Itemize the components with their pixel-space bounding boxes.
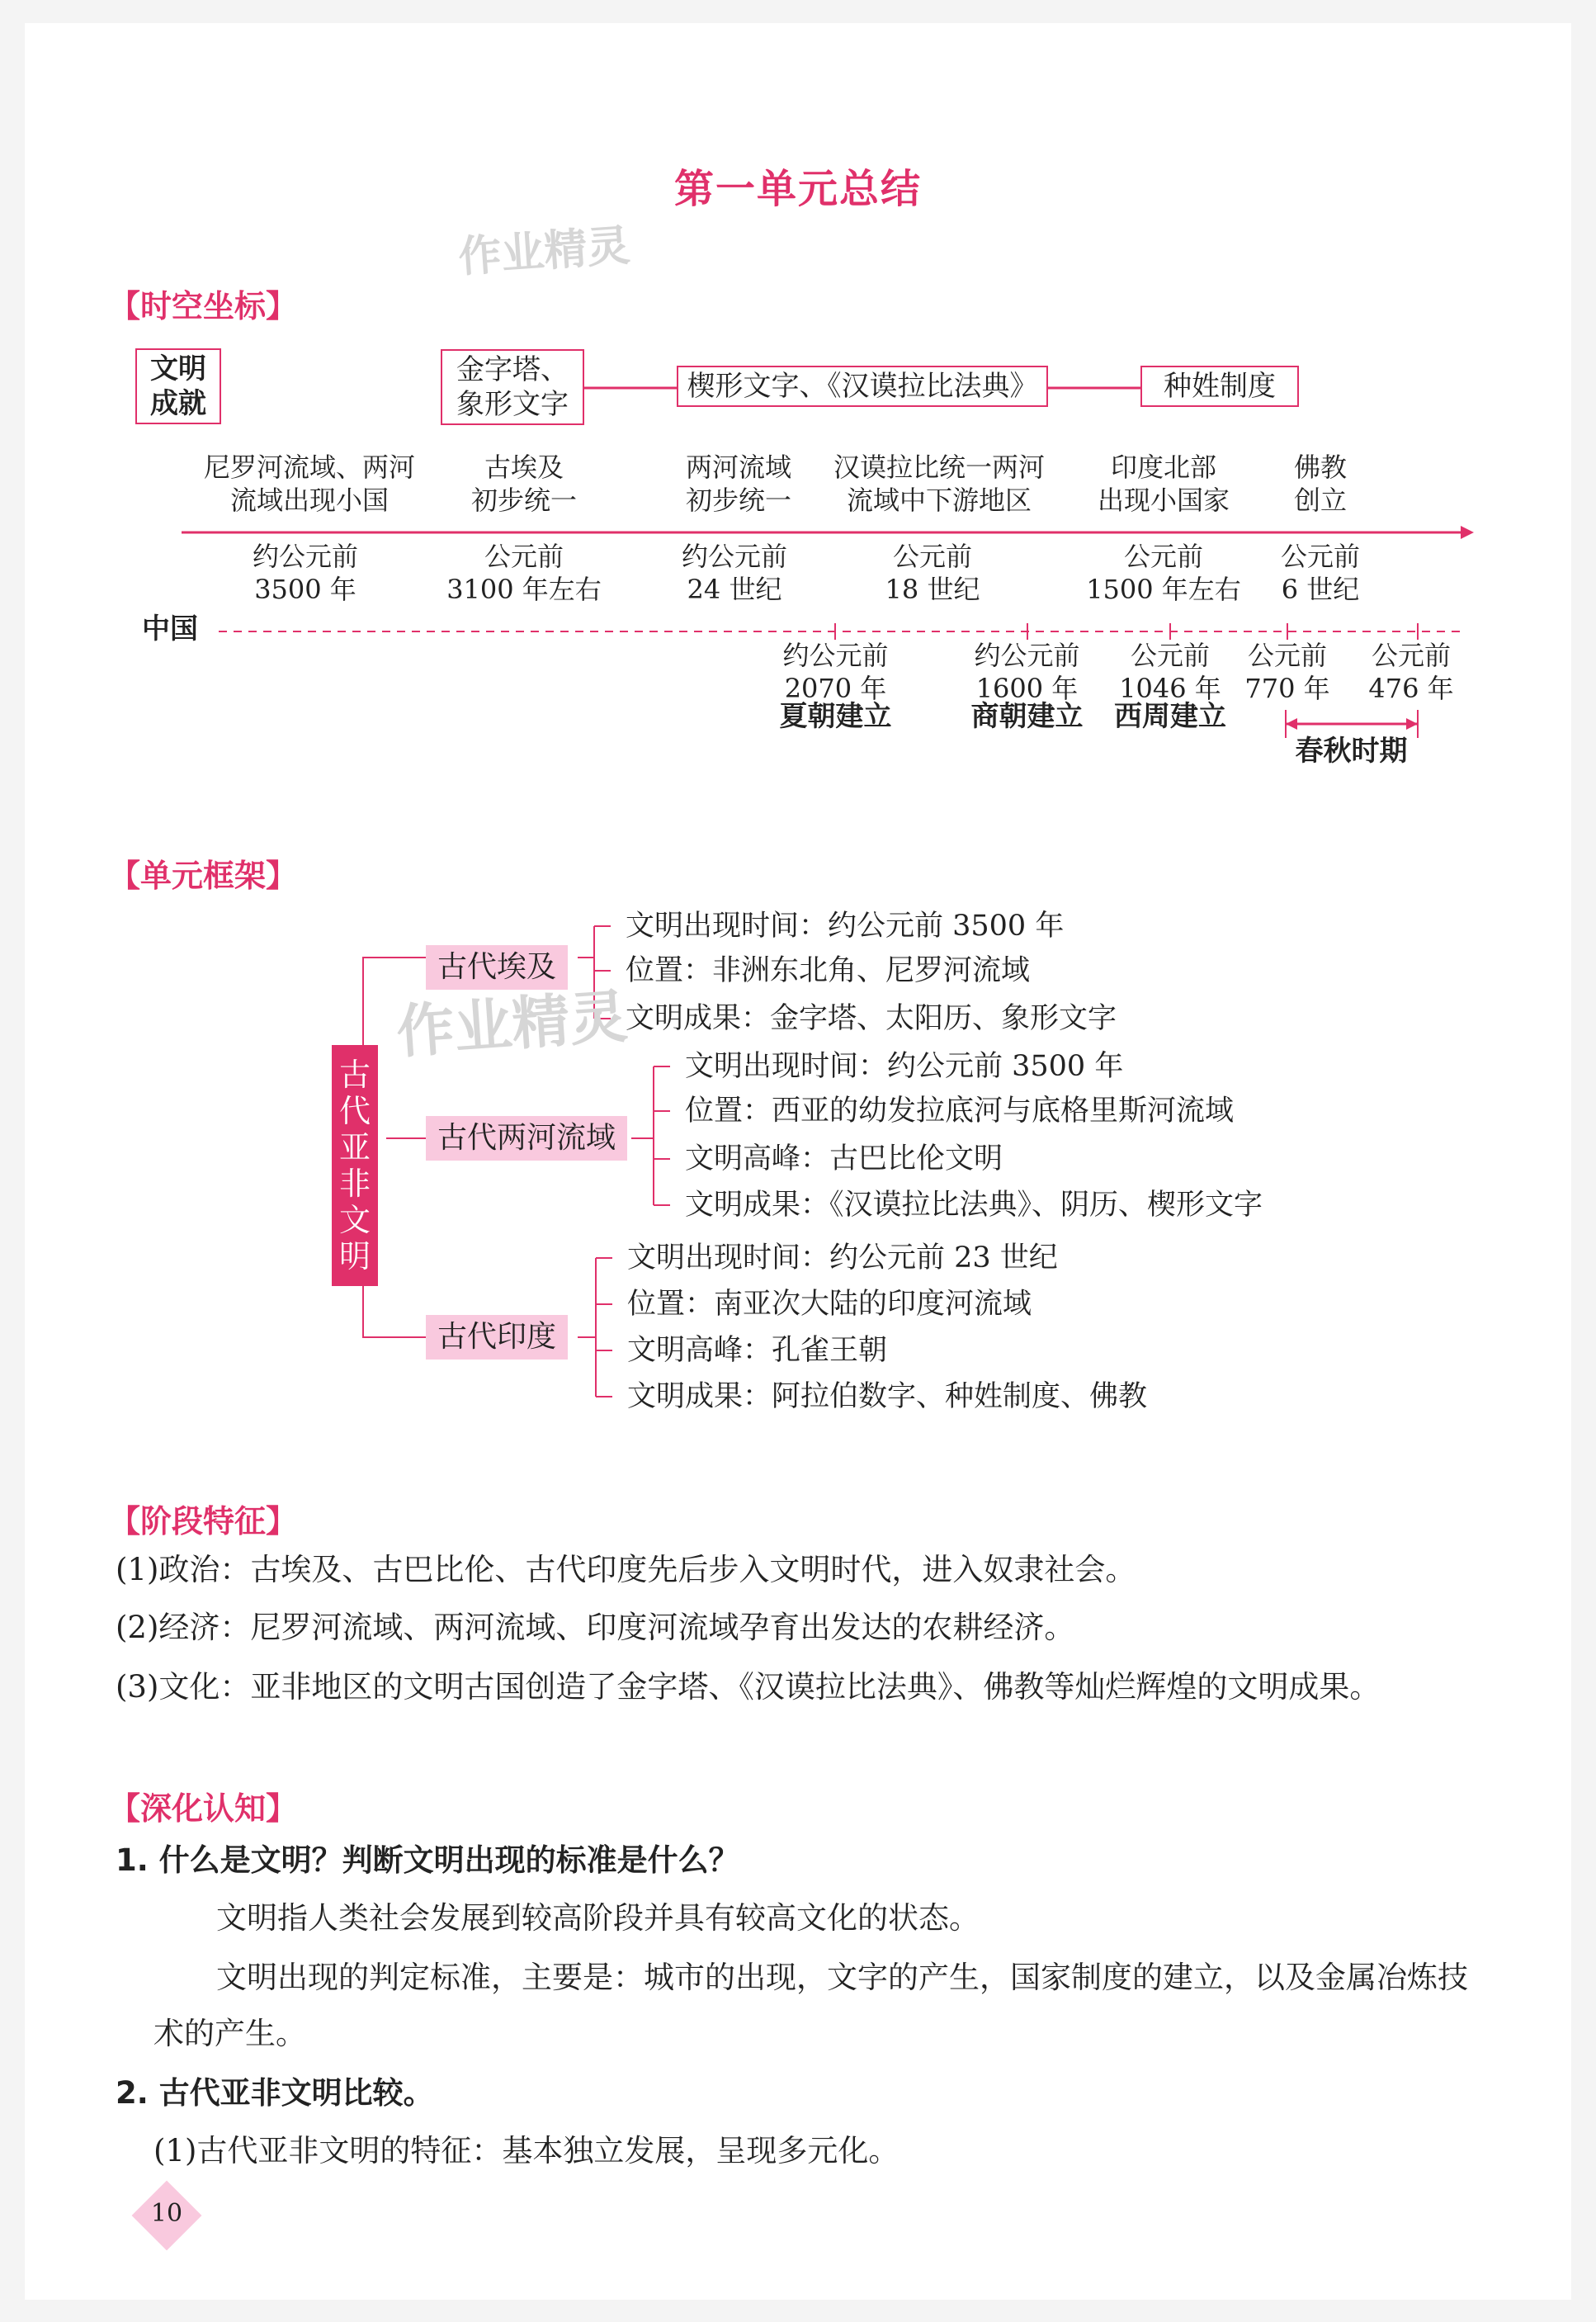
- timeline-date: 公元前 1500 年左右: [1086, 541, 1241, 605]
- timeline-event: 古埃及 初步统一: [470, 452, 577, 516]
- china-date: 约公元前 1600 年: [974, 640, 1080, 704]
- india-item: 文明出现时间：约公元前 23 世纪: [627, 1241, 1058, 1274]
- india-item: 文明高峰：孔雀王朝: [627, 1334, 888, 1367]
- branch-mesopotamia: 古代两河流域: [426, 1116, 627, 1161]
- egypt-item: 文明成果：金字塔、太阳历、象形文字: [626, 1002, 1117, 1035]
- answer-1-paragraph: 术的产生。: [153, 2016, 306, 2051]
- page-number: 10: [150, 2199, 183, 2228]
- egypt-item: 位置：非洲东北角、尼罗河流域: [626, 954, 1031, 987]
- timeline-date: 公元前 3100 年左右: [446, 541, 602, 605]
- period-spring-autumn: 春秋时期: [1295, 735, 1408, 768]
- feature-line: (1)政治：古埃及、古巴比伦、古代印度先后步入文明时代，进入奴隶社会。: [116, 1552, 1136, 1587]
- timeline-event: 两河流域 初步统一: [685, 452, 791, 516]
- timeline-date: 公元前 6 世纪: [1280, 541, 1360, 605]
- china-event-shang: 商朝建立: [970, 700, 1084, 733]
- achievement-pyramid: 金字塔、 象形文字: [441, 349, 584, 425]
- china-event-zhou: 西周建立: [1114, 700, 1226, 733]
- timeline-event: 汉谟拉比统一两河 流域中下游地区: [833, 452, 1045, 516]
- mesopotamia-item: 位置：西亚的幼发拉底河与底格里斯河流域: [685, 1095, 1235, 1128]
- section-heading-features: 【阶段特征】: [109, 1503, 298, 1539]
- timeline-event: 尼罗河流域、两河 流域出现小国: [203, 452, 415, 516]
- feature-line: (2)经济：尼罗河流域、两河流域、印度河流域孕育出发达的农耕经济。: [116, 1610, 1075, 1645]
- watermark: 作业精灵: [456, 220, 632, 283]
- answer-1-paragraph: 文明指人类社会发展到较高阶段并具有较高文化的状态。: [216, 1900, 980, 1936]
- mesopotamia-item: 文明出现时间：约公元前 3500 年: [685, 1050, 1124, 1083]
- china-date: 公元前 476 年: [1368, 640, 1454, 704]
- branch-egypt: 古代埃及: [426, 945, 568, 990]
- timeline-date: 公元前 18 世纪: [885, 541, 980, 605]
- page-title: 第一单元总结: [673, 166, 922, 212]
- egypt-item: 文明出现时间：约公元前 3500 年: [626, 910, 1065, 943]
- section-heading-timeline: 【时空坐标】: [109, 288, 298, 324]
- question-1: 1. 什么是文明？判断文明出现的标准是什么？: [116, 1842, 739, 1878]
- achievement-category-label: 文明 成就: [135, 348, 221, 424]
- framework-root: 古代亚非文明: [332, 1045, 378, 1286]
- achievement-caste: 种姓制度: [1140, 366, 1299, 407]
- answer-2-paragraph: (1)古代亚非文明的特征：基本独立发展，呈现多元化。: [153, 2133, 900, 2168]
- india-item: 文明成果：阿拉伯数字、种姓制度、佛教: [627, 1380, 1148, 1413]
- china-label: 中国: [142, 612, 198, 646]
- timeline-date: 约公元前 3500 年: [252, 541, 358, 605]
- achievement-cuneiform: 楔形文字、《汉谟拉比法典》: [677, 366, 1048, 407]
- mesopotamia-item: 文明成果：《汉谟拉比法典》、阴历、楔形文字: [685, 1189, 1263, 1222]
- china-event-xia: 夏朝建立: [779, 700, 892, 733]
- timeline-event: 佛教 创立: [1293, 452, 1347, 516]
- question-2: 2. 古代亚非文明比较。: [116, 2075, 434, 2111]
- section-heading-deepen: 【深化认知】: [109, 1790, 298, 1827]
- china-date: 公元前 770 年: [1244, 640, 1330, 704]
- timeline-date: 约公元前 24 世纪: [681, 541, 787, 605]
- branch-india: 古代印度: [426, 1315, 568, 1360]
- china-date: 公元前 1046 年: [1119, 640, 1221, 704]
- answer-1-paragraph: 文明出现的判定标准，主要是：城市的出现，文字的产生，国家制度的建立，以及金属冶炼技: [216, 1960, 1468, 1995]
- watermark-2: 作业精灵: [394, 982, 630, 1066]
- feature-line: (3)文化：亚非地区的文明古国创造了金字塔、《汉谟拉比法典》、佛教等灿烂辉煌的文明成果。: [116, 1669, 1381, 1705]
- section-heading-framework: 【单元框架】: [109, 858, 298, 894]
- india-item: 位置：南亚次大陆的印度河流域: [627, 1288, 1032, 1321]
- china-date: 约公元前 2070 年: [782, 640, 889, 704]
- mesopotamia-item: 文明高峰：古巴比伦文明: [685, 1142, 1003, 1175]
- timeline-event: 印度北部 出现小国家: [1097, 452, 1230, 516]
